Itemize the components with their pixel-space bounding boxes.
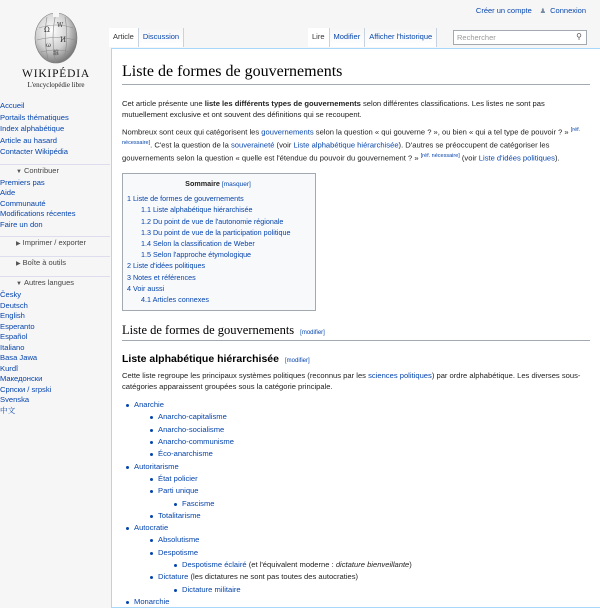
namespace-tabs bbox=[109, 28, 184, 47]
login-link[interactable]: Connexion bbox=[550, 6, 586, 15]
toc-item[interactable]: 1.4 Selon la classification de Weber bbox=[141, 238, 255, 248]
toc-title: Sommaire [masquer] bbox=[185, 179, 251, 189]
list-item: Éco-anarchisme bbox=[146, 448, 590, 460]
portal-print-header[interactable]: ▶ Imprimer / exporter bbox=[0, 236, 110, 250]
lang-link[interactable]: 中文 bbox=[0, 405, 16, 415]
triangle-right-icon: ▶ bbox=[16, 241, 21, 247]
toc-item[interactable]: 1.2 Du point de vue de l'autonomie régionale bbox=[141, 216, 284, 226]
list-item: Absolutisme bbox=[146, 534, 590, 546]
list-item: Anarcho-capitalisme bbox=[146, 411, 590, 423]
list-item: Autocratie Absolutisme Despotisme Despotisme éclairé (et l'équivalent moderne : dictature bienveillante) Dictature (les dictatures ne sont pas toutes des autocraties) Dictature militaire bbox=[122, 522, 590, 596]
sidebar-item-modifications[interactable]: Modifications récentes bbox=[0, 209, 76, 218]
tab-read[interactable]: Lire bbox=[308, 28, 330, 47]
page-title: Liste de formes de gouvernements bbox=[122, 63, 590, 85]
svg-text:ω: ω bbox=[46, 42, 51, 49]
lang-link[interactable]: Deutsch bbox=[0, 300, 28, 310]
portal-tools-header[interactable]: ▶ Boîte à outils bbox=[0, 256, 110, 270]
table-of-contents bbox=[122, 173, 316, 311]
sidebar-item-portails[interactable]: Portails thématiques bbox=[0, 112, 69, 122]
svg-text:維: 維 bbox=[53, 50, 60, 57]
view-tabs bbox=[308, 28, 437, 47]
sidebar-item-contact[interactable]: Contacter Wikipédia bbox=[0, 147, 68, 156]
ref-needed-link[interactable]: [réf. nécessaire] bbox=[420, 153, 460, 160]
svg-text:И: И bbox=[60, 36, 67, 44]
sidebar-item-aide[interactable]: Aide bbox=[0, 188, 16, 197]
article-content bbox=[111, 48, 600, 608]
list-item: Despotisme éclairé (et l'équivalent moderne : dictature bienveillante) bbox=[170, 559, 590, 571]
lang-link[interactable]: Српски / srpski bbox=[0, 384, 52, 394]
lang-link[interactable]: Basa Jawa bbox=[0, 353, 38, 362]
link-liste-idees[interactable]: Liste d'idées politiques bbox=[478, 153, 555, 163]
triangle-down-icon: ▼ bbox=[16, 168, 22, 175]
svg-text:Ω: Ω bbox=[44, 26, 50, 34]
list-item: Fascisme bbox=[170, 498, 590, 510]
create-account-link[interactable]: Créer un compte bbox=[475, 6, 532, 15]
intro-paragraph-2: Nombreux sont ceux qui catégorisent les gouvernements selon la question « qui gouverne ? », ou bien « qui a tel type de pouvoir ? » [réf. nécessaire]. C'est la question de la souveraineté (voir Liste alphabétique hiérarchisée). D'autres se préoccupent de catégoriser les gouvernements selon la question « quelle est l'étendue du pouvoir du gouvernement ? » [réf. nécessaire] (voir Liste d'idées politiques). bbox=[122, 127, 581, 163]
lang-link[interactable]: Italiano bbox=[0, 342, 25, 352]
list-item: Autoritarisme État policier Parti unique Fascisme Totalitarisme bbox=[122, 461, 590, 522]
portal-tools bbox=[0, 256, 110, 270]
search-icon[interactable]: ⚲ bbox=[576, 32, 582, 41]
list-intro-paragraph: Cette liste regroupe les principaux systèmes politiques (reconnus par les sciences politiques) par ordre alphabétique. Les diverses sous-catégories apparaissent groupées sous la catégorie principale. bbox=[122, 371, 581, 391]
lang-link[interactable]: Македонски bbox=[0, 374, 43, 383]
toc-item[interactable]: 4 Voir aussi bbox=[127, 283, 165, 293]
svg-text:W: W bbox=[57, 22, 64, 29]
intro-paragraph-1: Cet article présente une liste les différents types de gouvernements selon différentes classifications. Les listes ne sont pas mutuellement exclusive et ont souvent des définitions qui se recoupent. bbox=[122, 99, 545, 119]
government-list bbox=[122, 399, 590, 608]
toc-item[interactable]: 1.3 Du point de vue de la participation politique bbox=[141, 227, 291, 237]
list-item: Monarchie bbox=[122, 596, 590, 608]
logo-tagline: L'encyclopédie libre bbox=[27, 81, 85, 89]
personal-tools bbox=[476, 6, 586, 15]
triangle-down-icon: ▼ bbox=[16, 281, 22, 287]
link-sciences-politiques[interactable]: sciences politiques bbox=[368, 371, 432, 381]
sidebar-navigation bbox=[0, 100, 110, 158]
list-item: Anarchie Anarcho-capitalisme Anarcho-socialisme Anarcho-communisme Éco-anarchisme bbox=[122, 399, 590, 460]
list-item: Despotisme Despotisme éclairé (et l'équivalent moderne : dictature bienveillante) bbox=[146, 547, 590, 572]
sidebar-item-don[interactable]: Faire un don bbox=[0, 219, 43, 229]
search-input[interactable] bbox=[453, 30, 587, 45]
list-item: Parti unique Fascisme bbox=[146, 485, 590, 510]
ref-needed-link[interactable]: [réf. nécessaire] bbox=[122, 127, 581, 147]
link-gouvernements[interactable]: gouvernements bbox=[261, 127, 314, 137]
search-placeholder: Rechercher bbox=[457, 33, 496, 42]
toc-item[interactable]: 4.1 Articles connexes bbox=[141, 294, 209, 304]
login-group bbox=[540, 6, 586, 15]
lang-link[interactable]: Česky bbox=[0, 290, 22, 299]
list-item: Anarcho-socialisme bbox=[146, 424, 590, 436]
toc-item[interactable]: 1 Liste de formes de gouvernements bbox=[127, 194, 244, 204]
tab-discussion[interactable]: Discussion bbox=[139, 28, 184, 47]
sidebar-item-premiers-pas[interactable]: Premiers pas bbox=[0, 177, 45, 187]
list-item: État policier bbox=[146, 473, 590, 485]
user-icon: ♟ bbox=[539, 8, 547, 15]
list-item: Dictature (les dictatures ne sont pas toutes des autocraties) Dictature militaire bbox=[146, 571, 590, 596]
lang-link[interactable]: English bbox=[0, 311, 25, 320]
sidebar bbox=[0, 100, 110, 416]
edit-section-link[interactable]: [modifier] bbox=[284, 358, 310, 365]
lang-link[interactable]: Español bbox=[0, 332, 28, 341]
list-item: Totalitarisme bbox=[146, 510, 590, 522]
subsection-heading: Liste alphabétique hiérarchisée [modifier] bbox=[122, 353, 310, 366]
lang-link[interactable]: Kurdî bbox=[0, 363, 19, 373]
link-souverainete[interactable]: souveraineté bbox=[230, 140, 275, 150]
lang-link[interactable]: Svenska bbox=[0, 395, 30, 404]
sidebar-item-accueil[interactable]: Accueil bbox=[0, 101, 25, 110]
portal-contribute-header[interactable]: ▼ Contribuer bbox=[0, 164, 110, 178]
puzzle-globe-icon bbox=[33, 8, 79, 66]
section-heading: Liste de formes de gouvernements [modifier] bbox=[122, 323, 590, 341]
portal-print bbox=[0, 236, 110, 250]
triangle-right-icon: ▶ bbox=[16, 261, 21, 267]
toc-item[interactable]: 2 Liste d'idées politiques bbox=[127, 261, 206, 271]
wikipedia-logo[interactable] bbox=[0, 0, 112, 100]
list-item: Anarcho-communisme bbox=[146, 436, 590, 448]
toc-item[interactable]: 1.1 Liste alphabétique hiérarchisée bbox=[141, 205, 253, 215]
toc-hide-toggle[interactable]: [masquer] bbox=[221, 181, 251, 189]
toc-item[interactable]: 1.5 Selon l'approche étymologique bbox=[141, 250, 252, 260]
tab-article[interactable]: Article bbox=[109, 28, 139, 47]
portal-contribute bbox=[0, 164, 110, 231]
sidebar-item-index[interactable]: Index alphabétique bbox=[0, 124, 65, 133]
edit-section-link[interactable]: [modifier] bbox=[300, 330, 325, 337]
toc-item[interactable]: 3 Notes et références bbox=[127, 272, 196, 282]
lang-link[interactable]: Esperanto bbox=[0, 321, 35, 331]
portal-languages-header[interactable]: ▼ Autres langues bbox=[0, 276, 110, 290]
tab-edit[interactable]: Modifier bbox=[330, 28, 366, 47]
list-item: Dictature militaire bbox=[170, 584, 590, 596]
sidebar-item-hasard[interactable]: Article au hasard bbox=[0, 135, 57, 145]
portal-languages bbox=[0, 276, 110, 416]
link-liste-alphabetique[interactable]: Liste alphabétique hiérarchisée bbox=[293, 140, 399, 150]
tab-history[interactable]: Afficher l'historique bbox=[365, 28, 437, 47]
sidebar-item-communaute[interactable]: Communauté bbox=[0, 198, 46, 208]
logo-wordmark: WIKIPÉDIA bbox=[22, 68, 90, 80]
